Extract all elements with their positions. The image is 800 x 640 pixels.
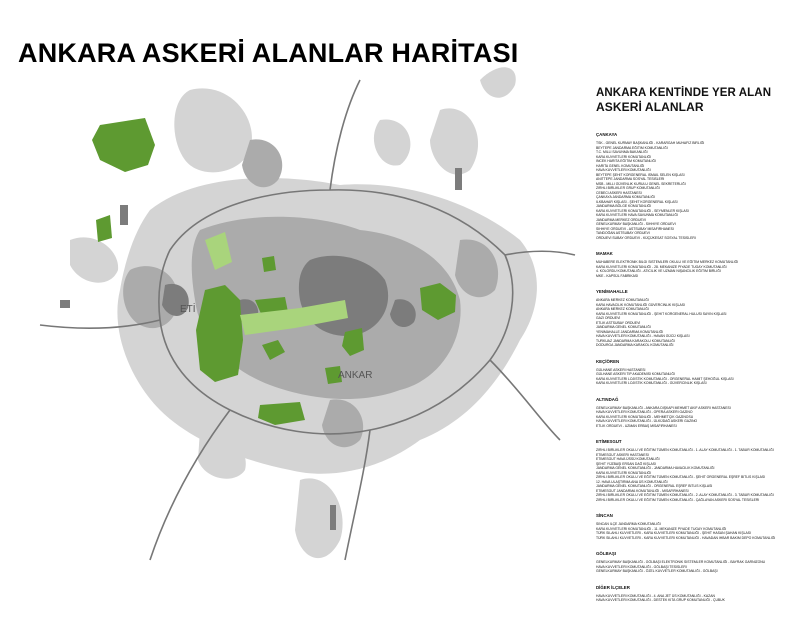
legend-unit-entry: KARA KUVVETLERİ KOMUTANLIĞI - 28. MEKANİZE PİYADE TUGAY KOMUTANLIĞI bbox=[596, 264, 727, 269]
legend-heading-line2: ASKERİ ALANLAR bbox=[596, 100, 704, 114]
legend-district-heading: KEÇİÖREN bbox=[596, 358, 620, 364]
legend-unit-entry: ETİMESGUT JANDARMA KOMUTANLIĞI - MİSAFİRHANESİ bbox=[596, 488, 689, 493]
legend-unit-entry: TSK - GENEL KURMAY BAŞKANLIĞI - KARARGAH MUHAFIZ BİRLİĞİ bbox=[596, 141, 705, 145]
legend-unit-entry: SİNCAN İLÇE JANDARMA KOMUTANLIĞI bbox=[596, 522, 661, 526]
legend-unit-entry: KARA KUVVETLERİ KOMUTANLIĞI - 11. MEKANİZE PİYADE TUGAY KOMUTANLIĞI bbox=[596, 526, 727, 531]
legend-unit-entry: İNCEK HARİTA EĞİTİM KOMUTANLIĞI bbox=[596, 159, 656, 163]
legend-unit-entry: JANDARMA MERKEZ ORDUEVİ bbox=[596, 217, 646, 222]
legend-unit-entry: MSB - MİLLİ GÜVENLİK KURULU GENEL SEKRETERLİĞİ bbox=[596, 181, 686, 186]
legend-unit-entry: BEYTEPE ŞEHİT KORGENERAL İSMAİL SELEN KIŞLASI bbox=[596, 172, 685, 177]
legend-district-heading: ÇANKAYA bbox=[596, 132, 618, 137]
legend-unit-entry: ZIRHLI BİRLİKLER OKULU VE EĞİTİM TÜMEN KOMUTANLIĞI - ŞEHİT ORGENERAL EŞREF BİTLİS KIŞLASI bbox=[596, 475, 766, 479]
legend-unit-entry: ANITTEPE JANDARMA SOSYAL TESİSLERİ bbox=[596, 177, 665, 181]
legend-unit-entry: ŞEHİT YÜZBAŞI ERSAN DAĞ KIŞLASI bbox=[596, 461, 656, 466]
legend-unit-entry: HAVA KUVVETLERİ KOMUTANLIĞI - OPERA ASKERİ GAZİNO bbox=[596, 410, 693, 414]
legend-unit-entry: ZIRHLI BİRLİKLER GRUP KOMUTANLIĞI bbox=[596, 186, 660, 190]
legend-unit-entry: HAVA KUVVETLERİ KOMUTANLIĞI - 4. ANA JET ÜS KOMUTANLIĞI - KAZAN bbox=[596, 593, 715, 598]
legend-unit-entry: JANDARMA GENEL KOMUTANLIĞI - ORGENERAL EŞREF BİTLİS KIŞLASI bbox=[596, 484, 713, 488]
legend-unit-entry: KARA HAVACILIK KOMUTANLIĞI GÜVERCİNLİK KIŞLASI bbox=[596, 302, 685, 307]
district-list bbox=[596, 132, 792, 603]
legend-unit-entry: JANDARMA GENEL KOMUTANLIĞI bbox=[596, 325, 651, 329]
legend-unit-entry: KARA KUVVETLERİ HAVA SAVUNMA KOMUTANLIĞI bbox=[596, 213, 678, 217]
military-area-etimesgut bbox=[196, 285, 243, 382]
legend-unit-entry: ZIRHLI BİRLİKLER OKULU VE EĞİTİM TÜMEN KOMUTANLIĞI - 1. ALAY KOMUTANLIĞI - 1. TABUR KOMUTANLIĞI bbox=[596, 448, 774, 452]
map-label-eti: ETİ bbox=[180, 304, 196, 315]
legend-unit-entry: GENELKURMAY BAŞKANLIĞI - SIHHİYE ORDUEVİ bbox=[596, 222, 676, 226]
map-title: ANKARA ASKERİ ALANLAR HARİTASI bbox=[18, 38, 519, 68]
legend-unit-entry: GENELKURMAY BAŞKANLIĞI - ÖZEL KUVVETLER KOMUTANLIĞI - GÖLBAŞI bbox=[596, 569, 718, 573]
legend-unit-entry: TANDOĞAN ASTSUBAY ORDUEVİ bbox=[596, 231, 650, 235]
legend-unit-entry: ETLİK ASTSUBAY ORDUEVİ bbox=[596, 320, 641, 325]
legend-unit-entry: KARA KUVVETLERİ KOMUTANLIĞI - ŞEHİT KORGENERAL HULUSİ SAYIN KIŞLASI bbox=[596, 311, 727, 316]
legend-unit-entry: ANKARA MERKEZ KOMUTANLIĞI bbox=[596, 298, 649, 302]
legend-unit-entry: KARA KUVVETLERİ KOMUTANLIĞI bbox=[596, 470, 652, 475]
legend-unit-entry: SIHHİYE ORDUEVİ - ASTSUBAY MİSAFİRHANESİ bbox=[596, 226, 674, 231]
legend-unit-entry: ZIRHLI BİRLİKLER OKULU VE EĞİTİM TÜMEN KOMUTANLIĞI - 2. ALAY KOMUTANLIĞI - 3. TABUR KOMUTANLIĞI bbox=[596, 493, 774, 497]
legend-unit-entry: 12. HAVA ULAŞTIRMA ANA ÜS KOMUTANLIĞI bbox=[596, 479, 668, 484]
legend-unit-entry: MUHABERE ELEKTRONİK BİLGİ SİSTEMLERİ OKULU VE EĞİTİM MERKEZ KOMUTANLIĞI bbox=[596, 260, 739, 264]
legend-unit-entry: HAVA KUVVETLERİ KOMUTANLIĞI bbox=[596, 168, 651, 172]
legend-panel bbox=[596, 86, 792, 634]
legend-unit-entry: KARA KUVVETLERİ KOMUTANLIĞI - SEYMENLER KIŞLASI bbox=[596, 208, 689, 213]
map-label-ankara: ANKAR bbox=[338, 370, 373, 381]
legend-unit-entry: ZIRHLI BİRLİKLER OKULU VE EĞİTİM TÜMEN KOMUTANLIĞI - ÇAĞLAYAN ASKERİ SOSYAL TESİSLERİ bbox=[596, 497, 760, 502]
legend-unit-entry: HARİTA GENEL KOMUTANLIĞI bbox=[596, 163, 645, 168]
legend-district-heading: GÖLBAŞI bbox=[596, 551, 617, 556]
legend-unit-entry: CEBECİ ASKERİ HASTANESİ bbox=[596, 190, 642, 195]
legend-unit-entry: KARA KUVVETLERİ KOMUTANLIĞI - MEHMETÇİK GAZİNOSU bbox=[596, 414, 694, 419]
legend-heading-line1: ANKARA KENTİNDE YER ALAN bbox=[596, 87, 772, 99]
legend-district-heading: ALTINDAĞ bbox=[596, 396, 619, 402]
legend-unit-entry: 4. KOLORDU KOMUTANLIĞI - ATICILIK VE UZMAN NİŞANCILIK EĞİTİM BİRLİĞİ bbox=[596, 269, 721, 273]
legend-unit-entry: ETİMESGUT ASKERİ HASTANESİ bbox=[596, 452, 649, 457]
legend-unit-entry: HAVA KUVVETLERİ KOMUTANLIĞI - DESTEK KITA GRUP KOMUTANLIĞI - ÇUBUK bbox=[596, 598, 725, 602]
legend-unit-entry: GAZİ ORDUEVİ bbox=[596, 316, 621, 320]
legend-unit-entry: ETLİK ORDUEVİ - UZMAN ERBAŞ MİSAFİRHANESİ bbox=[596, 423, 677, 428]
legend-unit-entry: GÜLHANE ASKERİ HASTANESİ bbox=[596, 367, 646, 372]
legend-district-heading: DİĞER İLÇELER bbox=[596, 584, 630, 590]
legend-unit-entry: HAVA KUVVETLERİ KOMUTANLIĞI - HAVAN GÜCÜ KIŞLASI bbox=[596, 334, 690, 338]
legend-unit-entry: JANDARMA GENEL KOMUTANLIĞI - JANDARMA HAVACILIK KOMUTANLIĞI bbox=[596, 466, 715, 470]
legend-unit-entry: ANKARA MERKEZ KOMUTANLIĞI bbox=[596, 307, 649, 311]
legend-unit-entry: KARA KUVVETLERİ KOMUTANLIĞI bbox=[596, 154, 652, 159]
legend-unit-entry: GENELKURMAY BAŞKANLIĞI - ANKARA DIŞKAPI MEHMET AKİF ASKERİ HASTANESİ bbox=[596, 405, 731, 410]
legend-district-heading: ETİMESGUT bbox=[596, 439, 622, 444]
military-area-kecioren bbox=[262, 256, 276, 272]
legend-unit-entry: İLKBAHAR KIŞLASI - ŞEHİT KORGENERAL KIŞLASI bbox=[596, 199, 678, 204]
legend-unit-entry: BEYTEPE JANDARMA EĞİTİM KOMUTANLIĞI bbox=[596, 145, 668, 150]
legend-unit-entry: KARA KUVVETLERİ LOJİSTİK KOMUTANLIĞI - GÜVERCİNLİK KIŞLASI bbox=[596, 381, 707, 385]
legend-unit-entry: HAVA KUVVETLERİ KOMUTANLIĞI - GÖLBAŞI TESİSLERİ bbox=[596, 564, 687, 569]
legend-unit-entry: YENİMAHALLE JANDARMA KOMUTANLIĞI bbox=[596, 329, 664, 334]
legend-unit-entry: HAVA KUVVETLERİ KOMUTANLIĞI - ÜLKÜDAĞ ASKERİ GAZİNO bbox=[596, 419, 698, 423]
legend-unit-entry: TÜRK SİLAHLI KUVVETLERİ - KARA KUVVETLERİ KOMUTANLIĞI - HAVADAN İHBAR BAKIM DEPO KOMUTANLIĞI bbox=[596, 535, 776, 540]
legend-unit-entry: T.C. MİLLİ SAVUNMA BAKANLIĞI bbox=[596, 150, 648, 154]
military-area-sincan bbox=[96, 215, 112, 242]
legend-unit-entry: GENELKURMAY BAŞKANLIĞI - GÖLBAŞI ELEKTRONİK SİSTEMLER KOMUTANLIĞI - BAYRAK GARNİZONU bbox=[596, 560, 766, 564]
legend-unit-entry: MKE - KAPSÜL FABRİKASI bbox=[596, 273, 639, 278]
military-area-kahramankazan bbox=[92, 118, 155, 172]
legend-unit-entry: ORDUEVİ SUBAY ORDUEVİ - KÜÇÜKESAT SOSYAL TESİSLERİ bbox=[596, 235, 696, 240]
legend-unit-entry: JANDARMA BÖLGE KOMUTANLIĞI bbox=[596, 204, 652, 208]
legend-unit-entry: TÜRK SİLAHLI KUVVETLERİ - KARA KUVVETLERİ KOMUTANLIĞI - ŞEHİT HASAN ŞAHAN KIŞLASI bbox=[596, 531, 751, 535]
legend-unit-entry: TURKUAZ JANDARMA KARAKOLU KOMUTANLIĞI bbox=[596, 338, 675, 343]
legend-unit-entry: GÜLHANE ASKERİ TIP AKADEMİSİ KOMUTANLIĞI bbox=[596, 372, 675, 376]
legend-unit-entry: DODURGA JANDARMA KARAKOL KOMUTANLIĞI bbox=[596, 343, 674, 347]
legend-unit-entry: KARA KUVVETLERİ LOJİSTİK KOMUTANLIĞI - ORGENERAL HAMİT ŞEHOĞUL KIŞLASI bbox=[596, 376, 734, 381]
legend-district-heading: SİNCAN bbox=[596, 513, 613, 518]
legend-district-heading: MAMAK bbox=[596, 251, 613, 256]
legend-district-heading: YENİMAHALLE bbox=[596, 289, 628, 294]
legend-unit-entry: ÇANKAYA JANDARMA KOMUTANLIĞI bbox=[596, 195, 655, 199]
legend-unit-entry: ETİMESGUT HAVA ÜSSÜ KOMUTANLIĞI bbox=[596, 457, 660, 461]
